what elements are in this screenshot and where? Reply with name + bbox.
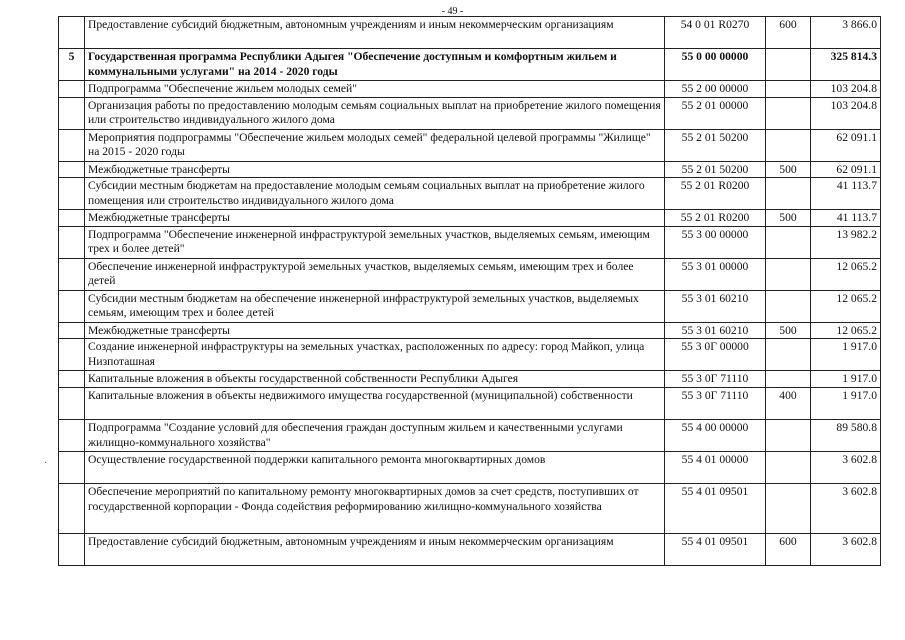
row-number-cell: [59, 290, 85, 322]
row-sum-cell: 103 204.8: [811, 97, 881, 129]
row-expense-type-cell: [766, 178, 811, 210]
table-row: [59, 258, 881, 290]
row-name-cell: Субсидии местным бюджетам на обеспечение инженерной инфраструктурой земельных участков, выделяемых семьям, имеющим трех и более детей: [85, 290, 665, 322]
row-number-cell: [59, 451, 85, 483]
row-code-cell: 55 2 01 R0200: [665, 178, 766, 210]
row-sum-cell: 3 866.0: [811, 17, 881, 49]
row-name-cell: Предоставление субсидий бюджетным, автономным учреждениям и иным некоммерческим организациям: [85, 533, 665, 565]
row-code-cell: 55 2 01 R0200: [665, 210, 766, 227]
table-row: [59, 210, 881, 227]
table-row: [59, 483, 881, 533]
row-code-cell: 55 3 0Г 71110: [665, 387, 766, 419]
row-code-cell: 55 2 01 50200: [665, 161, 766, 178]
row-code-cell: 55 3 01 60210: [665, 290, 766, 322]
row-expense-type-cell: [766, 339, 811, 371]
row-name-cell: Предоставление субсидий бюджетным, автономным учреждениям и иным некоммерческим организациям: [85, 17, 665, 49]
row-sum-cell: 1 917.0: [811, 371, 881, 388]
row-sum-cell: 12 065.2: [811, 258, 881, 290]
row-expense-type-cell: 600: [766, 17, 811, 49]
row-code-cell: 55 3 0Г 00000: [665, 339, 766, 371]
table-row: [59, 81, 881, 98]
row-code-cell: 55 4 01 00000: [665, 451, 766, 483]
row-sum-cell: 3 602.8: [811, 483, 881, 533]
row-name-cell: Организация работы по предоставлению молодым семьям социальных выплат на приобретение жилого помещения или строительство индивидуального жилого дома: [85, 97, 665, 129]
row-name-cell: Межбюджетные трансферты: [85, 161, 665, 178]
row-code-cell: 55 4 00 00000: [665, 419, 766, 451]
row-expense-type-cell: [766, 419, 811, 451]
row-sum-cell: 41 113.7: [811, 210, 881, 227]
table-row: [59, 339, 881, 371]
row-expense-type-cell: [766, 258, 811, 290]
table-row: [59, 161, 881, 178]
row-code-cell: 55 2 01 50200: [665, 129, 766, 161]
row-number-cell: [59, 129, 85, 161]
row-name-cell: Подпрограмма "Создание условий для обеспечения граждан доступным жильем и качественными услугами жилищно-коммунального хозяйства": [85, 419, 665, 451]
row-sum-cell: 12 065.2: [811, 290, 881, 322]
row-name-cell: Межбюджетные трансферты: [85, 210, 665, 227]
table-row: [59, 178, 881, 210]
budget-table-body: [59, 17, 881, 566]
row-number-cell: [59, 387, 85, 419]
row-expense-type-cell: [766, 290, 811, 322]
row-name-cell: Мероприятия подпрограммы "Обеспечение жильем молодых семей" федеральной целевой программы "Жилище" на 2015 - 2020 годы: [85, 129, 665, 161]
row-sum-cell: 103 204.8: [811, 81, 881, 98]
row-expense-type-cell: 600: [766, 533, 811, 565]
row-code-cell: 55 3 0Г 71110: [665, 371, 766, 388]
scan-artifact-mark: ·: [44, 458, 48, 469]
row-expense-type-cell: 500: [766, 161, 811, 178]
row-number-cell: [59, 339, 85, 371]
row-expense-type-cell: [766, 226, 811, 258]
table-row: [59, 387, 881, 419]
row-number-cell: [59, 371, 85, 388]
row-number-cell: [59, 483, 85, 533]
row-sum-cell: 89 580.8: [811, 419, 881, 451]
row-number-cell: [59, 226, 85, 258]
row-code-cell: 55 3 00 00000: [665, 226, 766, 258]
row-expense-type-cell: 500: [766, 322, 811, 339]
row-sum-cell: 62 091.1: [811, 161, 881, 178]
table-row: [59, 226, 881, 258]
table-row: [59, 17, 881, 49]
row-expense-type-cell: [766, 49, 811, 81]
row-sum-cell: 1 917.0: [811, 339, 881, 371]
row-number-cell: [59, 419, 85, 451]
table-row: [59, 49, 881, 81]
table-row: [59, 419, 881, 451]
table-row: [59, 533, 881, 565]
row-expense-type-cell: [766, 451, 811, 483]
row-name-cell: Подпрограмма "Обеспечение инженерной инфраструктурой земельных участков, выделяемых семьям, имеющим трех и более детей": [85, 226, 665, 258]
row-name-cell: Субсидии местным бюджетам на предоставление молодым семьям социальных выплат на приобретение жилого помещения или строительство индивидуального жилого дома: [85, 178, 665, 210]
row-name-cell: Государственная программа Республики Адыгея "Обеспечение доступным и комфортным жильем и коммунальными услугами" на 2014 - 2020 годы: [85, 49, 665, 81]
row-code-cell: 55 0 00 00000: [665, 49, 766, 81]
row-sum-cell: 325 814.3: [811, 49, 881, 81]
row-number-cell: [59, 210, 85, 227]
row-number-cell: [59, 81, 85, 98]
row-code-cell: 55 3 01 60210: [665, 322, 766, 339]
row-number-cell: [59, 322, 85, 339]
row-number-cell: [59, 258, 85, 290]
row-name-cell: Капитальные вложения в объекты недвижимого имущества государственной (муниципальной) собственности: [85, 387, 665, 419]
row-sum-cell: 12 065.2: [811, 322, 881, 339]
row-name-cell: Создание инженерной инфраструктуры на земельных участках, расположенных по адресу: город Майкоп, улица Низпоташная: [85, 339, 665, 371]
row-expense-type-cell: 400: [766, 387, 811, 419]
budget-table: [58, 16, 881, 566]
row-name-cell: Обеспечение мероприятий по капитальному ремонту многоквартирных домов за счет средств, поступивших от государственной корпорации - Фонда содействия реформированию жилищно-коммунального хозяйства: [85, 483, 665, 533]
table-row: [59, 322, 881, 339]
row-number-cell: [59, 161, 85, 178]
row-code-cell: 55 3 01 00000: [665, 258, 766, 290]
table-row: [59, 290, 881, 322]
row-number-cell: [59, 533, 85, 565]
row-number-cell: [59, 178, 85, 210]
row-name-cell: Обеспечение инженерной инфраструктурой земельных участков, выделяемых семьям, имеющим трех и более детей: [85, 258, 665, 290]
row-sum-cell: 1 917.0: [811, 387, 881, 419]
row-code-cell: 55 4 01 09501: [665, 533, 766, 565]
row-sum-cell: 13 982.2: [811, 226, 881, 258]
row-number-cell: 5: [59, 49, 85, 81]
row-expense-type-cell: [766, 129, 811, 161]
row-expense-type-cell: [766, 483, 811, 533]
row-sum-cell: 41 113.7: [811, 178, 881, 210]
row-name-cell: Осуществление государственной поддержки капитального ремонта многоквартирных домов: [85, 451, 665, 483]
row-number-cell: [59, 17, 85, 49]
row-expense-type-cell: [766, 97, 811, 129]
table-row: [59, 451, 881, 483]
row-code-cell: 55 2 01 00000: [665, 97, 766, 129]
row-code-cell: 55 4 01 09501: [665, 483, 766, 533]
table-row: [59, 97, 881, 129]
row-code-cell: 55 2 00 00000: [665, 81, 766, 98]
row-name-cell: Капитальные вложения в объекты государственной собственности Республики Адыгея: [85, 371, 665, 388]
page-number: - 49 -: [441, 6, 464, 17]
row-code-cell: 54 0 01 R0270: [665, 17, 766, 49]
row-sum-cell: 3 602.8: [811, 533, 881, 565]
row-sum-cell: 3 602.8: [811, 451, 881, 483]
table-row: [59, 129, 881, 161]
row-sum-cell: 62 091.1: [811, 129, 881, 161]
row-name-cell: Подпрограмма "Обеспечение жильем молодых семей": [85, 81, 665, 98]
row-number-cell: [59, 97, 85, 129]
table-row: [59, 371, 881, 388]
row-expense-type-cell: [766, 371, 811, 388]
row-expense-type-cell: 500: [766, 210, 811, 227]
row-expense-type-cell: [766, 81, 811, 98]
row-name-cell: Межбюджетные трансферты: [85, 322, 665, 339]
